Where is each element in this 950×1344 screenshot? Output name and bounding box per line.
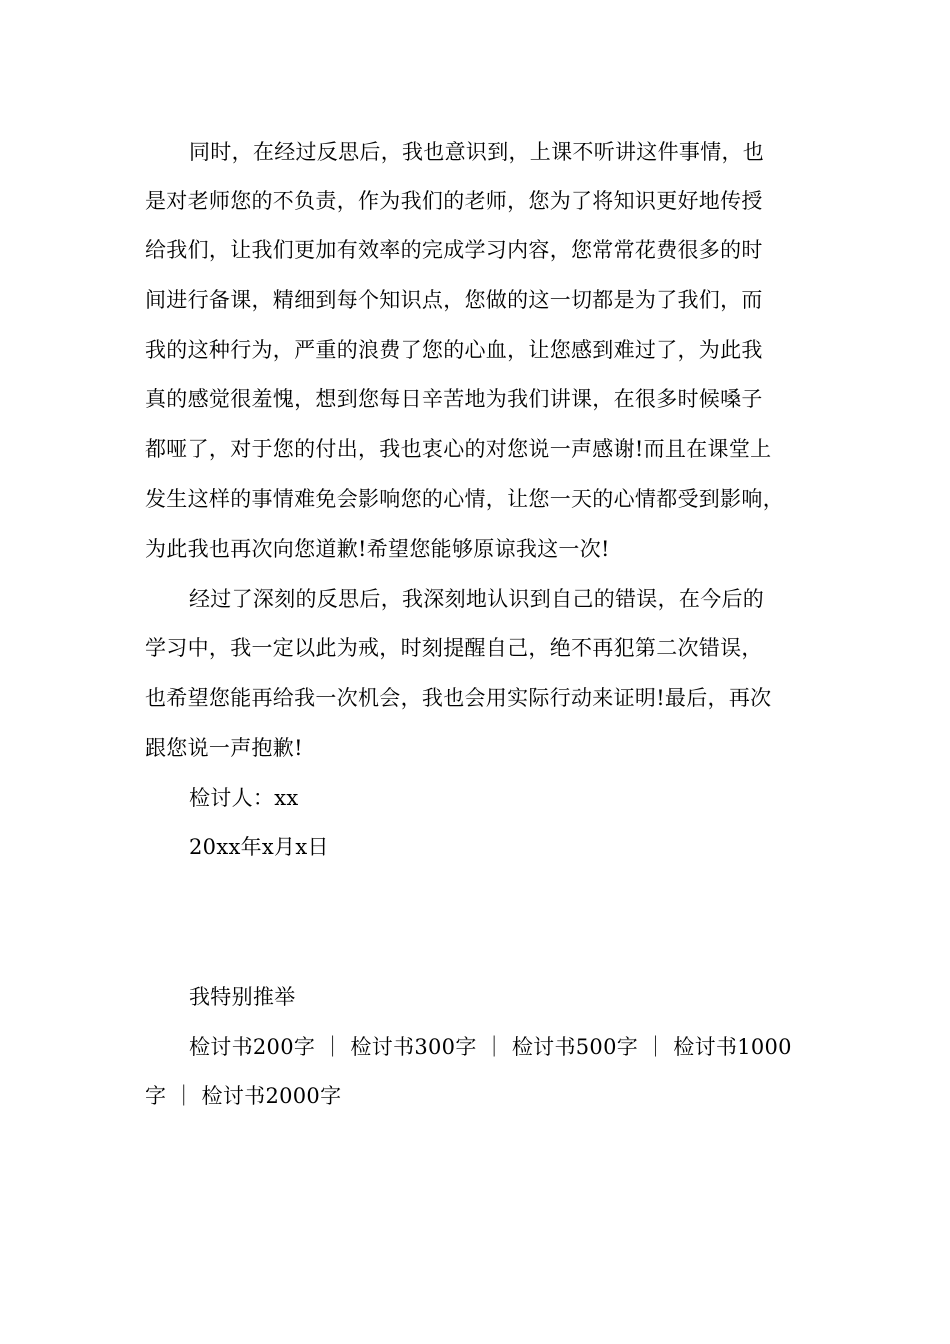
recommend-heading: 我特别推举 [189,985,296,1009]
paragraph-1-line-6: 真的感觉很羞愧，想到您每日辛苦地为我们讲课，在很多时候嗓子 [145,387,763,411]
paragraph-1-line-4: 间进行备课，精细到每个知识点，您做的这一切都是为了我们，而 [145,288,763,312]
paragraph-2-line-3: 也希望您能再给我一次机会，我也会用实际行动来证明!最后，再次 [145,686,772,710]
paragraph-2-line-4: 跟您说一声抱歉! [145,736,303,760]
paragraph-1-line-5: 我的这种行为，严重的浪费了您的心血，让您感到难过了，为此我 [145,338,763,362]
signature-author: 检讨人：xx [189,786,299,810]
signature-date: 20xx年x月x日 [189,835,329,859]
paragraph-2-line-1: 经过了深刻的反思后，我深刻地认识到自己的错误，在今后的 [189,587,765,611]
paragraph-1-line-1: 同时，在经过反思后，我也意识到，上课不听讲这件事情，也 [189,140,765,164]
paragraph-2-line-2: 学习中，我一定以此为戒，时刻提醒自己，绝不再犯第二次错误， [145,636,763,660]
paragraph-1-line-2: 是对老师您的不负责，作为我们的老师，您为了将知识更好地传授 [145,189,763,213]
paragraph-1-line-9: 为此我也再次向您道歉!希望您能够原谅我这一次! [145,537,610,561]
paragraph-1-line-3: 给我们，让我们更加有效率的完成学习内容，您常常花费很多的时 [145,238,763,262]
paragraph-1-line-7: 都哑了，对于您的付出，我也衷心的对您说一声感谢!而且在课堂上 [145,437,772,461]
paragraph-1-line-8: 发生这样的事情难免会影响您的心情，让您一天的心情都受到影响， [145,487,784,511]
recommend-links-line-2[interactable]: 字 ｜ 检讨书2000字 [145,1084,342,1108]
recommend-links-line-1[interactable]: 检讨书200字 ｜ 检讨书300字 ｜ 检讨书500字 ｜ 检讨书1000 [189,1035,792,1059]
